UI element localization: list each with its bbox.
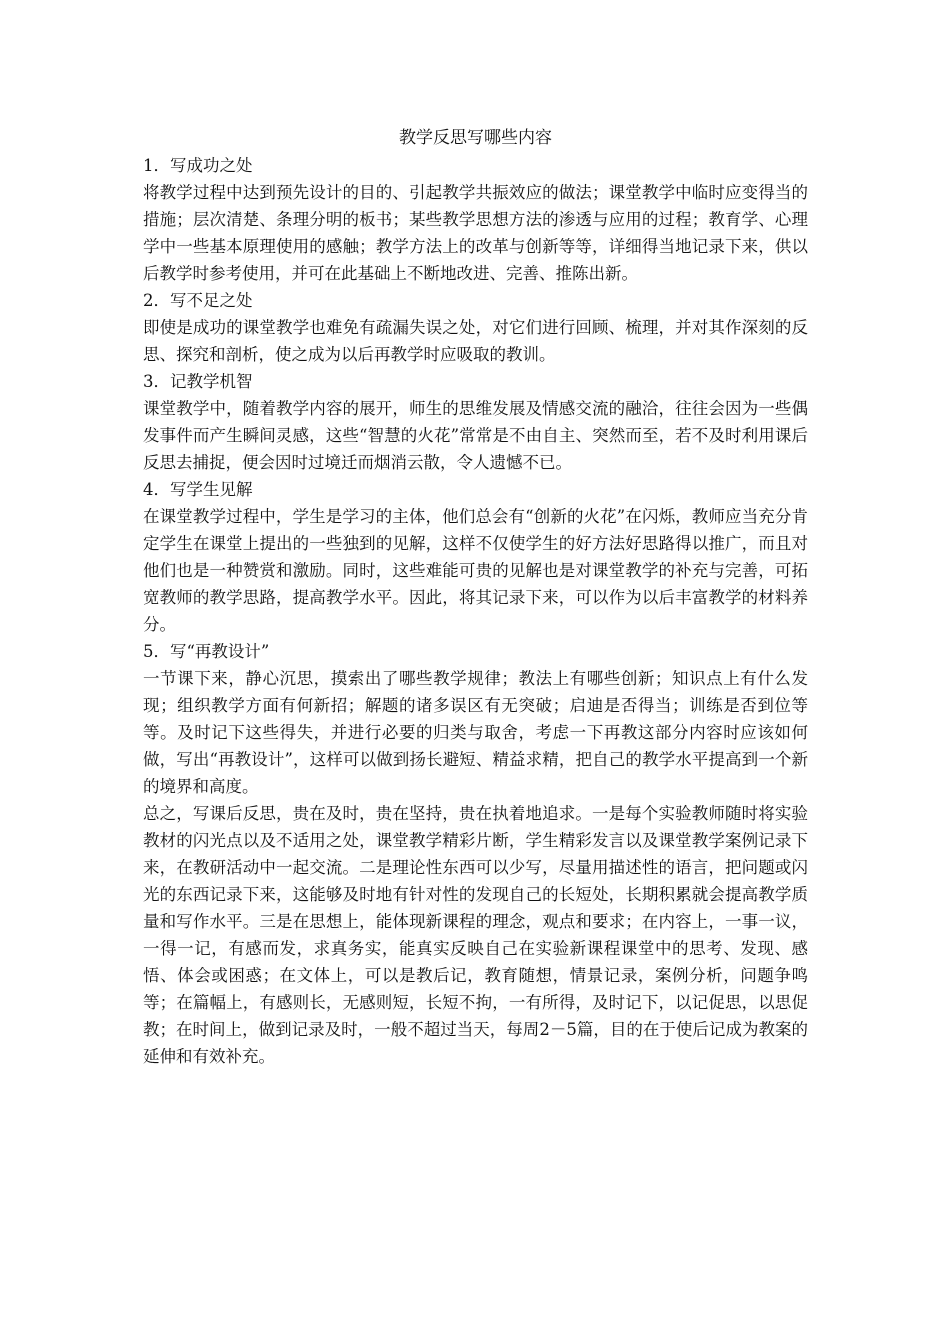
document-page <box>143 124 808 1070</box>
section-body-5: 一节课下来，静心沉思，摸索出了哪些教学规律；教法上有哪些创新；知识点上有什么发现；组织教学方面有何新招；解题的诸多误区有无突破；启迪是否得当；训练是否到位等等。及时记下这些得失，并进行必要的归类与取舍，考虑一下再教这部分内容时应该如何做，写出“再教设计”，这样可以做到扬长避短、精益求精，把自己的教学水平提高到一个新的境界和高度。 <box>143 669 808 796</box>
section-heading-3: 3．记教学机智 <box>143 372 253 391</box>
section-heading-2: 2．写不足之处 <box>143 291 253 310</box>
section-heading-4: 4．写学生见解 <box>143 480 253 499</box>
conclusion-paragraph: 总之，写课后反思，贵在及时，贵在坚持，贵在执着地追求。一是每个实验教师随时将实验教材的闪光点以及不适用之处，课堂教学精彩片断，学生精彩发言以及课堂教学案例记录下来，在教研活动中一起交流。二是理论性东西可以少写，尽量用描述性的语言，把问题或闪光的东西记录下来，这能够及时地有针对性的发现自己的长短处，长期积累就会提高教学质量和写作水平。三是在思想上，能体现新课程的理念，观点和要求；在内容上，一事一议，一得一记，有感而发，求真务实，能真实反映自己在实验新课程课堂中的思考、发现、感悟、体会或困惑；在文体上，可以是教后记，教育随想，情景记录，案例分析，问题争鸣等；在篇幅上，有感则长，无感则短，长短不拘，一有所得，及时记下，以记促思，以思促教；在时间上，做到记录及时，一般不超过当天，每周2－5篇，目的在于使后记成为教案的延伸和有效补充。 <box>143 804 808 1066</box>
section-body-2: 即使是成功的课堂教学也难免有疏漏失误之处，对它们进行回顾、梳理，并对其作深刻的反思、探究和剖析，使之成为以后再教学时应吸取的教训。 <box>143 318 808 364</box>
section-body-4: 在课堂教学过程中，学生是学习的主体，他们总会有“创新的火花”在闪烁，教师应当充分肯定学生在课堂上提出的一些独到的见解，这样不仅使学生的好方法好思路得以推广，而且对他们也是一种赞赏和激励。同时，这些难能可贵的见解也是对课堂教学的补充与完善，可拓宽教师的教学思路，提高教学水平。因此，将其记录下来，可以作为以后丰富教学的材料养分。 <box>143 507 808 634</box>
section-heading-1: 1．写成功之处 <box>143 156 253 175</box>
section-body-3: 课堂教学中，随着教学内容的展开，师生的思维发展及情感交流的融洽，往往会因为一些偶发事件而产生瞬间灵感，这些“智慧的火花”常常是不由自主、突然而至，若不及时利用课后反思去捕捉，便会因时过境迁而烟消云散，令人遗憾不已。 <box>143 399 808 472</box>
section-heading-5: 5．写“再教设计” <box>143 642 270 661</box>
section-body-1: 将教学过程中达到预先设计的目的、引起教学共振效应的做法；课堂教学中临时应变得当的措施；层次清楚、条理分明的板书；某些教学思想方法的渗透与应用的过程；教育学、心理学中一些基本原理使用的感触；教学方法上的改革与创新等等，详细得当地记录下来，供以后教学时参考使用，并可在此基础上不断地改进、完善、推陈出新。 <box>143 183 808 283</box>
document-title: 教学反思写哪些内容 <box>399 128 552 148</box>
